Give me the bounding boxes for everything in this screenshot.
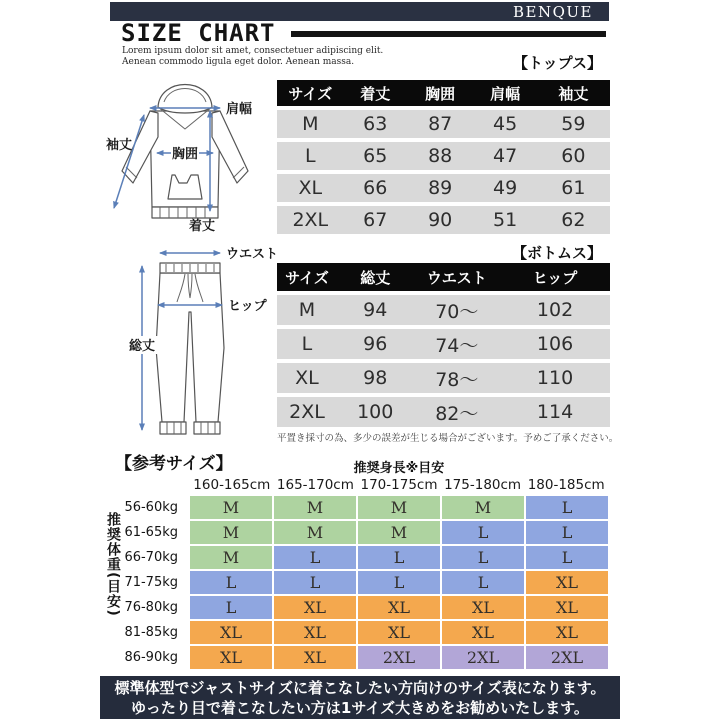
size-matrix-cell: M	[358, 521, 440, 544]
weight-axis-label: 推奨体重(目安)	[105, 512, 121, 617]
size-matrix	[190, 496, 608, 669]
size-matrix-cell: M	[274, 496, 356, 519]
table-row	[277, 397, 610, 427]
height-column-header: 170-175cm	[360, 477, 438, 493]
table-cell: 49	[492, 177, 518, 199]
weight-row-label: 71-75kg	[124, 575, 178, 590]
size-matrix-cell: L	[526, 521, 608, 544]
subtitle-line: Aenean commodo ligula eget dolor. Aenean massa.	[122, 57, 355, 67]
size-matrix-cell: XL	[526, 596, 608, 619]
column-header: 袖丈	[558, 84, 589, 103]
table-cell: 88	[428, 145, 453, 167]
tops-table	[277, 80, 610, 234]
column-header: ヒップ	[532, 268, 578, 287]
subtitle-text	[122, 46, 383, 68]
table-cell: 82〜	[435, 402, 479, 425]
table-cell: 98	[363, 367, 388, 389]
size-matrix-cell: XL	[526, 571, 608, 594]
reference-section-label: 【参考サイズ】	[115, 454, 233, 474]
length-label: 着丈	[188, 219, 216, 234]
table-row	[277, 329, 610, 359]
column-header: ウエスト	[426, 268, 487, 287]
height-column-header: 180-185cm	[527, 477, 605, 493]
weight-row-label: 61-65kg	[124, 525, 178, 540]
page-title: SIZE CHART	[121, 19, 276, 47]
table-cell: 70〜	[435, 300, 479, 323]
table-cell: 100	[357, 401, 394, 423]
hip-label: ヒップ	[228, 299, 267, 314]
size-matrix-cell: XL	[274, 621, 356, 644]
table-cell: 90	[428, 209, 453, 231]
size-matrix-cell: L	[442, 546, 524, 569]
weight-row-label: 81-85kg	[124, 625, 178, 640]
table-row	[277, 206, 610, 234]
size-matrix-cell: XL	[442, 596, 524, 619]
size-matrix-cell: L	[526, 546, 608, 569]
weight-row-label: 86-90kg	[124, 650, 178, 665]
table-cell: 78〜	[435, 368, 479, 391]
bottoms-table-header	[277, 263, 610, 291]
sleeve-label: 袖丈	[106, 138, 133, 153]
column-header: サイズ	[285, 268, 329, 287]
footer-line: ゆったり目で着こなしたい方は1サイズ大きめをお勧めいたします。	[131, 698, 589, 717]
size-matrix-cell: M	[442, 496, 524, 519]
table-cell: 110	[536, 367, 574, 389]
size-matrix-cell: XL	[526, 621, 608, 644]
table-cell: 59	[561, 113, 586, 135]
table-cell: 89	[428, 177, 453, 199]
measurement-note: 平置き採寸の為、多少の誤差が生じる場合がございます。予めご了承ください。	[277, 433, 619, 444]
size-matrix-cell: XL	[274, 646, 356, 669]
size-matrix-cell: XL	[358, 621, 440, 644]
size-matrix-cell: XL	[190, 621, 272, 644]
total-length-label: 総丈	[128, 339, 156, 354]
size-matrix-cell: XL	[274, 596, 356, 619]
weight-row-label: 56-60kg	[124, 500, 178, 515]
table-cell: 74〜	[435, 334, 479, 357]
size-matrix-cell: L	[274, 571, 356, 594]
bottoms-table-body	[277, 295, 610, 427]
table-cell: M	[302, 113, 319, 135]
size-matrix-cell: M	[358, 496, 440, 519]
table-cell: 102	[536, 299, 574, 321]
table-cell: 65	[363, 145, 388, 167]
table-row	[277, 295, 610, 325]
height-column-header: 160-165cm	[193, 477, 271, 493]
table-cell: 51	[492, 209, 518, 231]
tops-section-label: 【トップス】	[513, 54, 602, 72]
table-cell: 62	[561, 209, 586, 231]
size-matrix-cell: 2XL	[526, 646, 608, 669]
size-matrix-cell: XL	[190, 646, 272, 669]
size-matrix-cell: L	[442, 521, 524, 544]
footer-line: 標準体型でジャストサイズに着こなしたい方向けのサイズ表になります。	[114, 678, 606, 697]
height-axis-label: 推奨身長※目安	[353, 461, 445, 476]
pants-right-cuff	[194, 422, 220, 434]
weight-row-label: 76-80kg	[124, 600, 178, 615]
table-cell: 61	[561, 177, 586, 199]
brand-logo: BENQUE	[513, 2, 593, 21]
size-matrix-cell: L	[526, 496, 608, 519]
size-matrix-cell: L	[442, 571, 524, 594]
hoodie-diagram	[100, 75, 280, 245]
table-cell: 63	[363, 113, 388, 135]
size-matrix-cell: 2XL	[442, 646, 524, 669]
size-matrix-cell: L	[274, 546, 356, 569]
column-header: サイズ	[288, 84, 333, 103]
size-matrix-cell: XL	[358, 596, 440, 619]
size-matrix-cell: M	[190, 496, 272, 519]
size-matrix-cell: L	[190, 571, 272, 594]
table-cell: L	[305, 145, 316, 167]
table-row	[277, 174, 610, 202]
table-row	[277, 142, 610, 170]
table-row	[277, 110, 610, 138]
size-matrix-cell: M	[190, 521, 272, 544]
hoodie-hem	[152, 207, 218, 218]
table-cell: 96	[363, 333, 388, 355]
column-header: 胸囲	[425, 84, 456, 103]
size-matrix-cell: 2XL	[358, 646, 440, 669]
chest-label: 胸囲	[171, 147, 199, 162]
table-cell: 47	[492, 145, 518, 167]
size-matrix-cell: M	[274, 521, 356, 544]
bottoms-section-label: 【ボトムス】	[511, 244, 602, 262]
table-cell: L	[301, 333, 313, 355]
pants-diagram	[100, 240, 280, 440]
weight-row-label: 66-70kg	[124, 550, 178, 565]
size-matrix-cell: L	[358, 571, 440, 594]
table-cell: 114	[536, 401, 574, 423]
column-header: 肩幅	[490, 84, 521, 103]
size-matrix-cell: XL	[442, 621, 524, 644]
table-cell: 94	[363, 299, 388, 321]
table-cell: M	[298, 299, 316, 321]
table-cell: 66	[363, 177, 388, 199]
waist-label: ウエスト	[226, 247, 279, 262]
table-cell: 60	[561, 145, 586, 167]
size-matrix-cell: L	[190, 596, 272, 619]
size-matrix-cell: M	[190, 546, 272, 569]
size-matrix-cell: L	[358, 546, 440, 569]
column-header: 着丈	[360, 84, 391, 103]
height-column-header: 165-170cm	[276, 477, 354, 493]
subtitle-line: Lorem ipsum dolor sit amet, consectetuer adipiscing elit.	[122, 46, 384, 56]
table-cell: 87	[428, 113, 453, 135]
bottoms-table	[277, 263, 610, 427]
shoulder-label: 肩幅	[226, 102, 253, 117]
table-cell: XL	[298, 177, 323, 199]
tops-table-body	[277, 110, 610, 234]
table-cell: 106	[536, 333, 574, 355]
column-header: 総丈	[360, 268, 391, 287]
footer-note-bar	[100, 676, 620, 719]
table-cell: 2XL	[289, 401, 325, 423]
title-rule	[291, 31, 606, 37]
height-column-header: 175-180cm	[444, 477, 522, 493]
pants-left-cuff	[160, 422, 186, 434]
table-cell: XL	[295, 367, 319, 389]
table-cell: 45	[492, 113, 518, 135]
table-cell: 67	[363, 209, 388, 231]
tops-table-header	[277, 80, 610, 106]
matrix-column-headers	[190, 477, 608, 493]
table-row	[277, 363, 610, 393]
table-cell: 2XL	[292, 209, 329, 231]
